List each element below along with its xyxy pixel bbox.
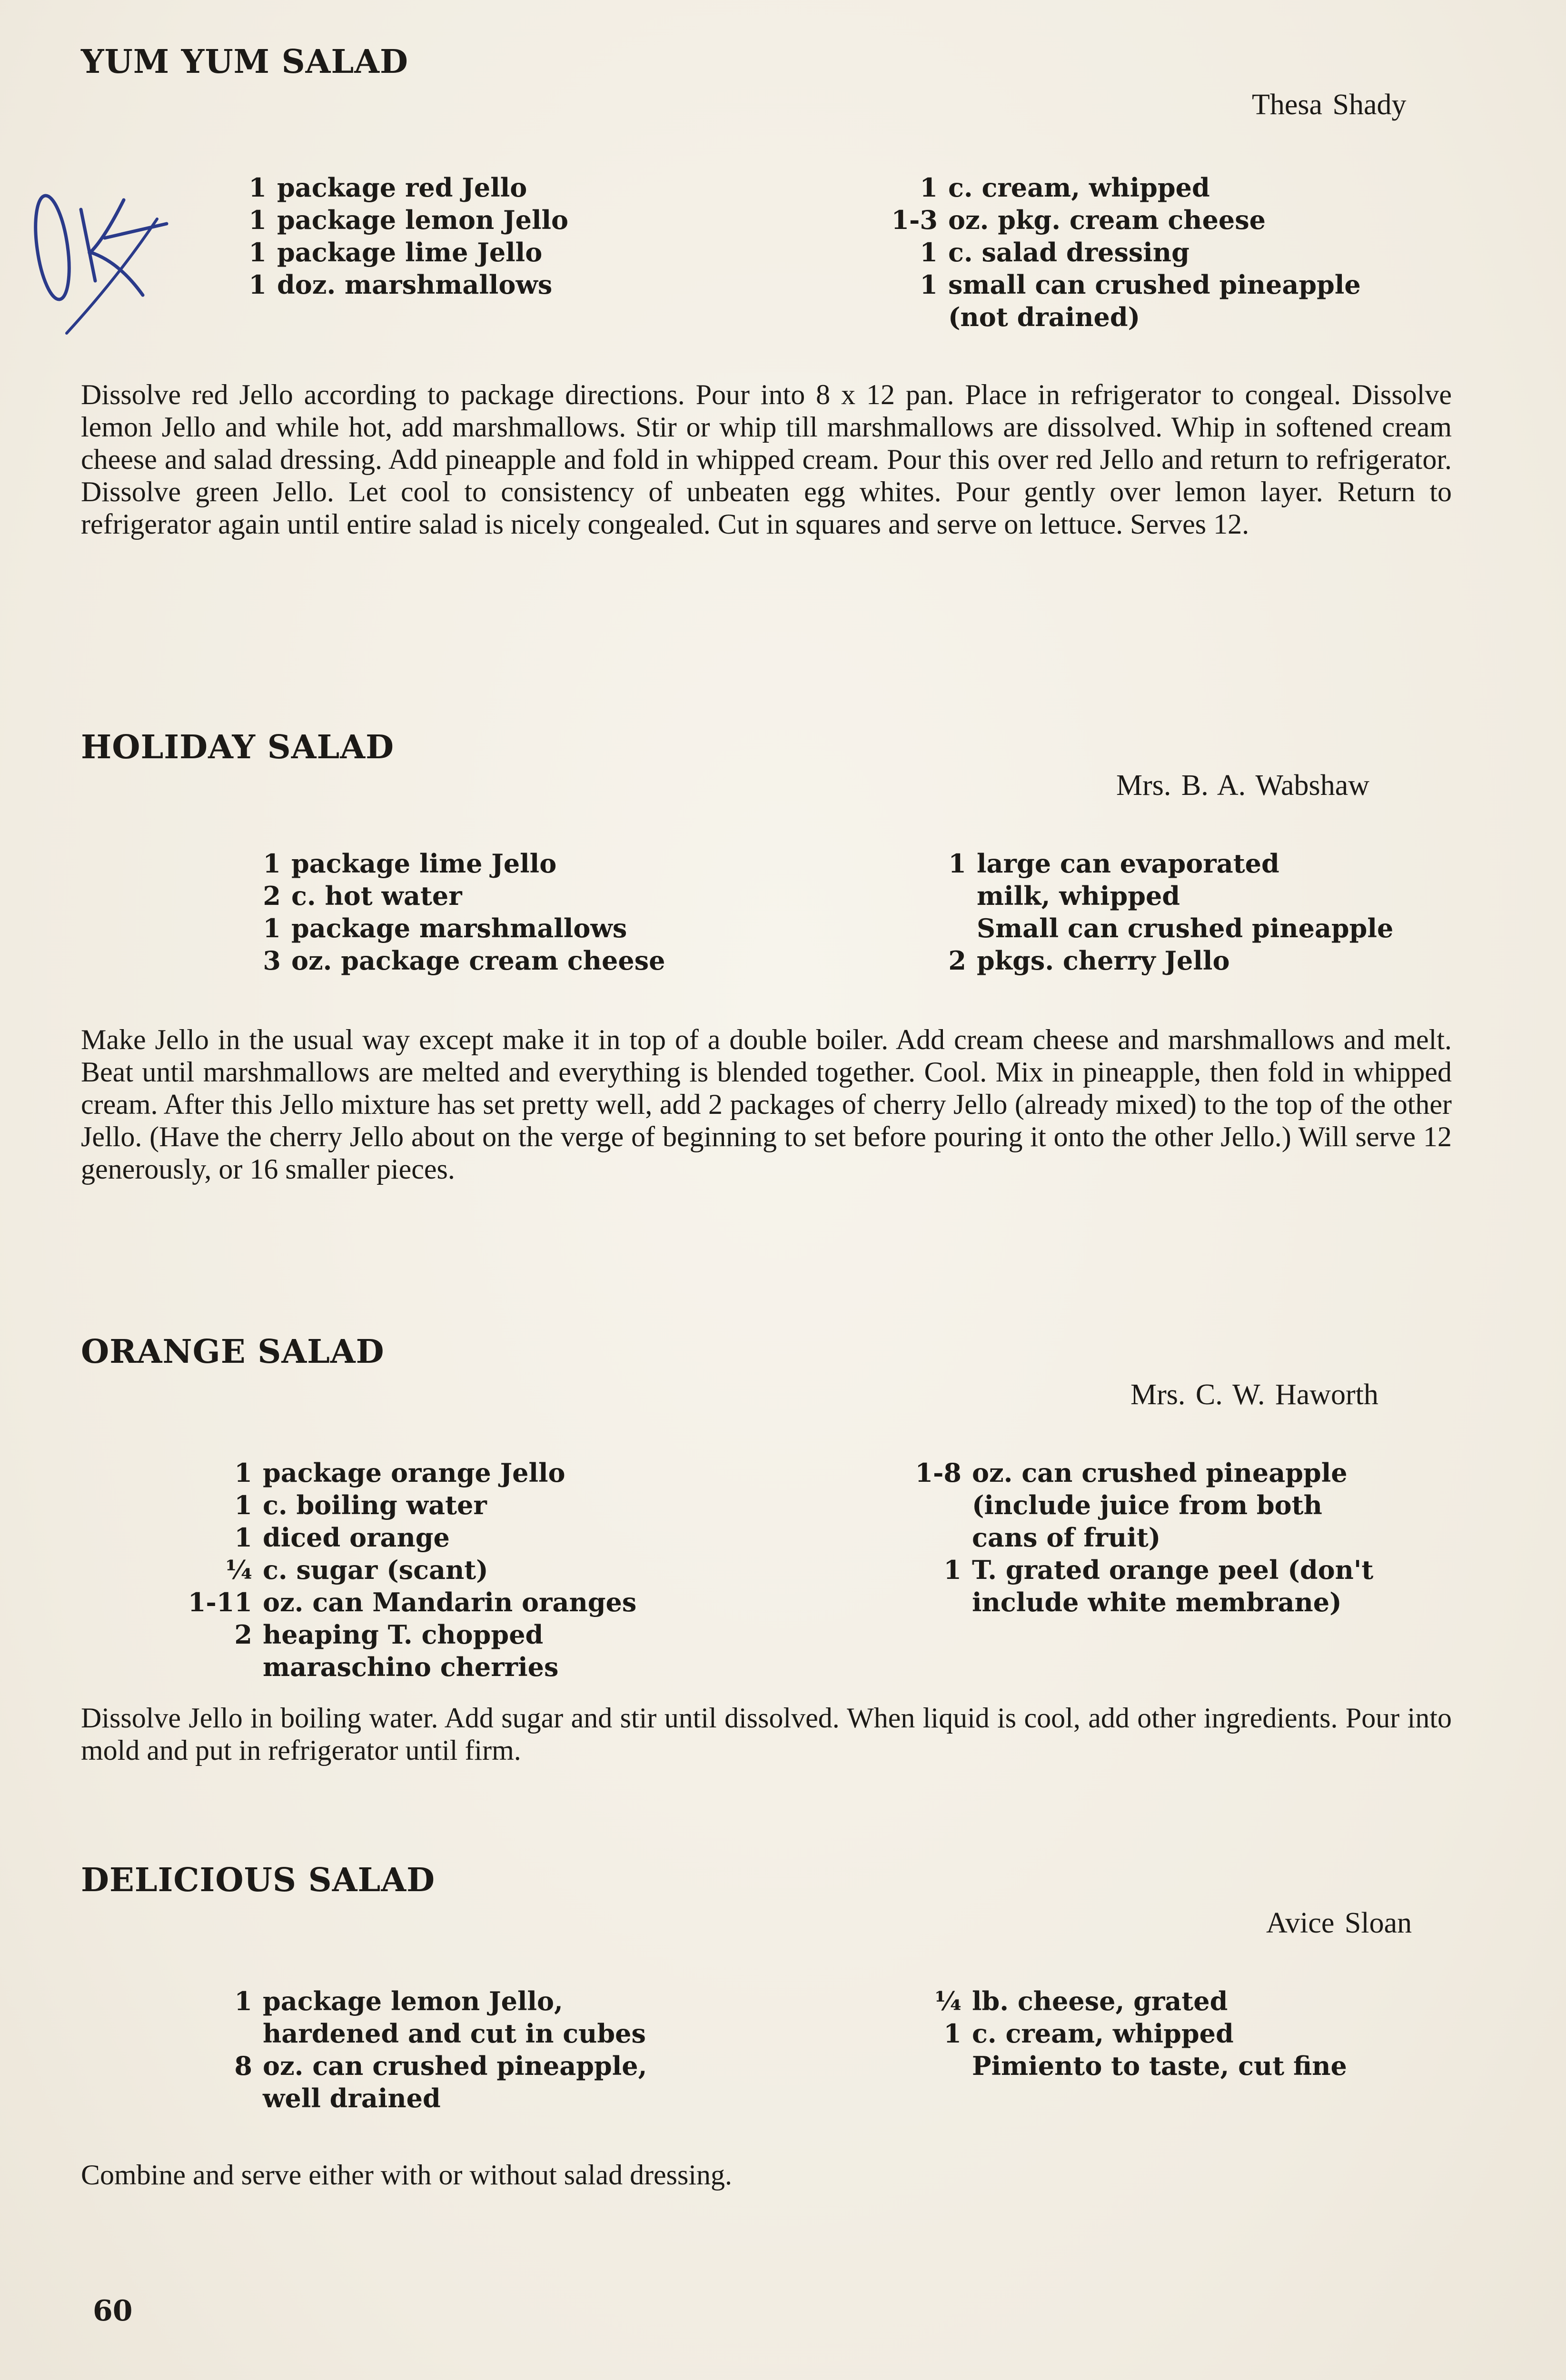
ingredients-right	[890, 1457, 1373, 1618]
ingredient: 1 package orange Jello	[234, 1458, 565, 1488]
ingredient: milk, whipped	[977, 881, 1180, 911]
recipe-directions: Dissolve Jello in boiling water. Add sugar and stir until dissolved. When liquid is cool, add other ingredients. Pour into mold and put in refrigerator until firm.	[81, 1702, 1452, 1766]
ingredient: 3 oz. package cream cheese	[263, 945, 665, 976]
ingredient: 1 package red Jello	[248, 172, 527, 203]
ingredient: 1 c. boiling water	[234, 1490, 487, 1520]
ingredient: Small can crushed pineapple	[977, 913, 1394, 943]
ingredient: cans of fruit)	[972, 1522, 1161, 1553]
recipe-author: Mrs. C. W. Haworth	[1130, 1378, 1378, 1411]
ingredient: maraschino cherries	[263, 1652, 559, 1682]
ingredients-left	[209, 847, 665, 977]
ingredient: 1-8 oz. can crushed pineapple	[915, 1458, 1348, 1488]
ingredients-left	[181, 1985, 647, 2114]
ingredients-right	[890, 1985, 1347, 2082]
ingredients-right	[895, 847, 1393, 977]
ingredient: 1-11 oz. can Mandarin oranges	[188, 1587, 637, 1617]
ingredient: 1-3 oz. pkg. cream cheese	[891, 205, 1266, 235]
ingredient: 1 package marshmallows	[263, 913, 627, 943]
recipe-title: ORANGE SALAD	[81, 1333, 385, 1371]
ingredient: 1 diced orange	[234, 1522, 450, 1553]
recipe-directions: Dissolve red Jello according to package directions. Pour into 8 x 12 pan. Place in refrigerator to congeal. Dissolve lemon Jello and while hot, add marshmallows. Stir or whip till marshmallows are dissolved. Whip in softened cream cheese and salad dressing. Add pineapple and fold in whipped cream. Pour this over red Jello and return to refrigerator. Dissolve green Jello. Let cool to consistency of unbeaten egg whites. Pour gently over lemon layer. Return to refrigerator again until entire salad is nicely congealed. Cut in squares and serve on lettuce. Serves 12.	[81, 379, 1452, 540]
recipe-author: Avice Sloan	[1266, 1907, 1412, 1939]
ingredient: ¼ lb. cheese, grated	[934, 1986, 1228, 2016]
recipe-title: HOLIDAY SALAD	[81, 728, 395, 766]
ingredient: 1 small can crushed pineapple	[920, 269, 1361, 300]
ingredient: well drained	[263, 2083, 441, 2113]
ingredient: 1 package lemon Jello	[248, 205, 568, 235]
ingredient: 1 c. cream, whipped	[920, 172, 1210, 203]
page-number: 60	[93, 2294, 133, 2328]
ingredient: (not drained)	[948, 302, 1140, 332]
ingredient: 1 T. grated orange peel (don't	[943, 1555, 1374, 1585]
recipe-directions: Make Jello in the usual way except make it in top of a double boiler. Add cream cheese and marshmallows and melt. Beat until marshmallows are melted and everything is blended together. Cool. Mix in pineapple, then fold in whipped cream. After this Jello mixture has set pretty well, add 2 packages of cherry Jello (already mixed) to the top of the other Jello. (Have the cherry Jello about on the verge of beginning to set before pouring it onto the other Jello.) Will serve 12 generously, or 16 smaller pieces.	[81, 1024, 1452, 1185]
ingredient: 2 heaping T. chopped	[234, 1619, 544, 1650]
ingredient: 1 c. cream, whipped	[943, 2018, 1234, 2049]
ingredient: 2 c. hot water	[263, 881, 462, 911]
ingredient: ¼ c. sugar (scant)	[225, 1555, 488, 1585]
recipe-title: YUM YUM SALAD	[81, 43, 408, 81]
ingredient: 1 package lime Jello	[263, 848, 557, 879]
ingredient: hardened and cut in cubes	[263, 2018, 646, 2049]
ingredients-left	[195, 171, 568, 301]
ingredient: (include juice from both	[972, 1490, 1322, 1520]
ingredient: 1 package lime Jello	[248, 237, 543, 268]
recipe-directions: Combine and serve either with or without salad dressing.	[81, 2159, 733, 2191]
ingredient: Pimiento to taste, cut fine	[972, 2051, 1347, 2081]
ingredient: 1 c. salad dressing	[920, 237, 1189, 268]
ingredient: 1 large can evaporated	[948, 848, 1279, 879]
recipe-author: Thesa Shady	[1252, 89, 1407, 121]
ingredient: 2 pkgs. cherry Jello	[948, 945, 1230, 976]
ingredients-left	[181, 1457, 636, 1683]
recipe-author: Mrs. B. A. Wabshaw	[1116, 769, 1369, 802]
ingredient: 1 doz. marshmallows	[248, 269, 553, 300]
ingredient: 8 oz. can crushed pineapple,	[234, 2051, 647, 2081]
ingredient: 1 package lemon Jello,	[234, 1986, 563, 2016]
handwritten-ok-mark	[24, 181, 195, 352]
ingredients-right	[866, 171, 1361, 333]
ingredient: include white membrane)	[972, 1587, 1342, 1617]
recipe-title: DELICIOUS SALAD	[81, 1861, 436, 1899]
